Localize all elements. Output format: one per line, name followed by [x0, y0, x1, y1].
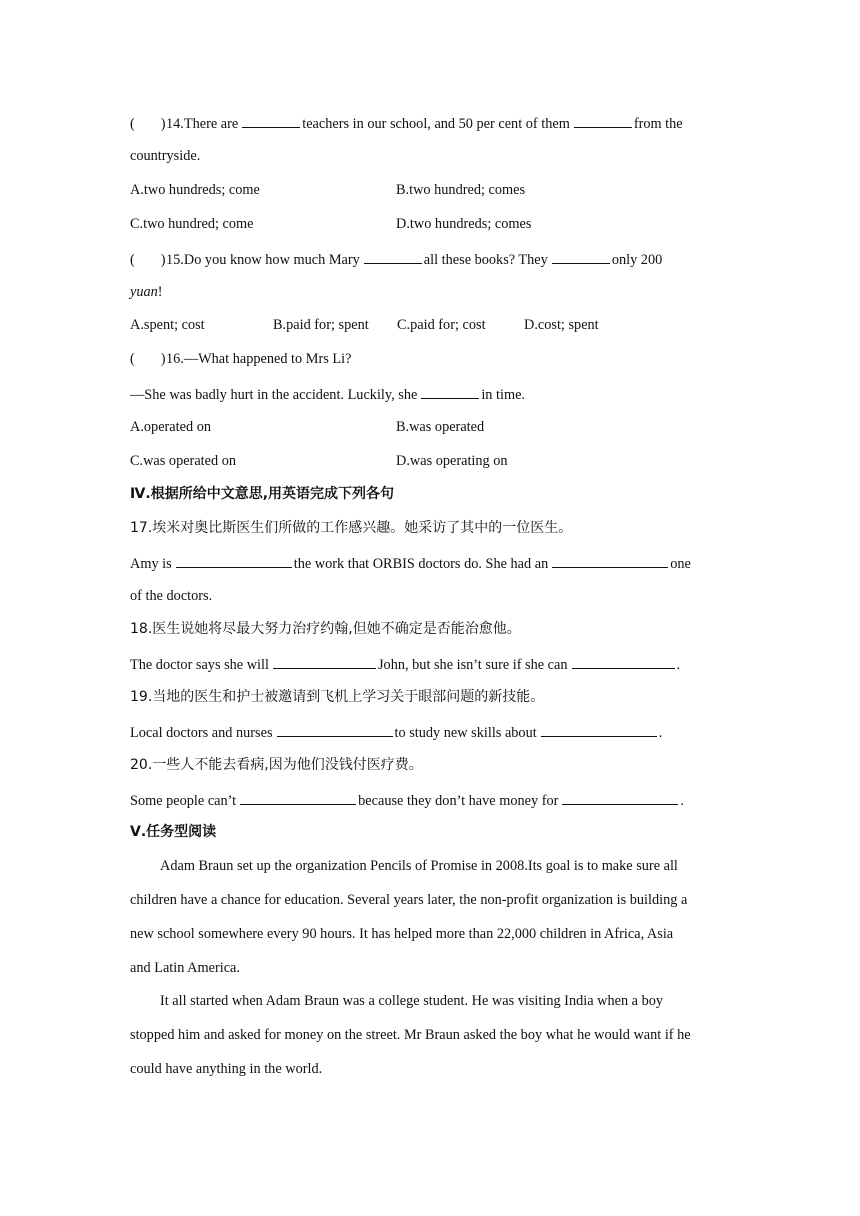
- passage-line: Adam Braun set up the organization Pencils of Promise in 2008.Its goal is to make sure all: [160, 858, 678, 874]
- blank[interactable]: [541, 722, 657, 737]
- blank[interactable]: [562, 790, 678, 805]
- q16-stem-cont: —She was badly hurt in the accident. Luckily, she in time.: [130, 384, 525, 404]
- option-d[interactable]: D.cost; spent: [524, 317, 599, 333]
- q18-answer-line: The doctor says she will John, but she isn’t sure if she can .: [130, 654, 680, 674]
- blank[interactable]: [364, 249, 422, 264]
- q14-stem: ( )14.There are teachers in our school, and 50 per cent of them from the: [130, 113, 683, 133]
- q15-options: [130, 316, 599, 334]
- answer-bracket[interactable]: ( ): [130, 351, 166, 367]
- answer-bracket[interactable]: ( ): [130, 116, 166, 132]
- option-c[interactable]: C.two hundred; come: [130, 216, 254, 232]
- blank[interactable]: [421, 384, 479, 399]
- option-c[interactable]: C.paid for; cost: [397, 317, 486, 333]
- q19-answer-line: Local doctors and nurses to study new skills about .: [130, 722, 662, 742]
- q17-answer-cont: of the doctors.: [130, 588, 213, 604]
- option-b[interactable]: B.was operated: [396, 419, 485, 435]
- option-d[interactable]: D.was operating on: [396, 453, 508, 469]
- passage-line: could have anything in the world.: [130, 1061, 323, 1077]
- passage-line: stopped him and asked for money on the street. Mr Braun asked the boy what he would want if he: [130, 1027, 691, 1043]
- passage-line: children have a chance for education. Several years later, the non-profit organization is building a: [130, 892, 688, 908]
- section-heading: Ⅴ.任务型阅读: [130, 824, 217, 840]
- option-d[interactable]: D.two hundreds; comes: [396, 216, 532, 232]
- option-b[interactable]: B.paid for; spent: [273, 317, 369, 333]
- q20-answer-line: Some people can’t because they don’t have money for .: [130, 790, 684, 810]
- option-b[interactable]: B.two hundred; comes: [396, 182, 526, 198]
- q14-stem-cont: countryside.: [130, 148, 201, 164]
- q18-chinese: 18.医生说她将尽最大努力治疗约翰,但她不确定是否能治愈他。: [130, 621, 521, 637]
- blank[interactable]: [552, 249, 610, 264]
- q14-options-row2: [130, 215, 532, 233]
- option-a[interactable]: A.operated on: [130, 419, 211, 435]
- blank[interactable]: [273, 654, 376, 669]
- q20-chinese: 20.一些人不能去看病,因为他们没钱付医疗费。: [130, 757, 423, 773]
- q16-options-row2: [130, 452, 508, 470]
- option-c[interactable]: C.was operated on: [130, 453, 237, 469]
- q16-stem: ( )16.—What happened to Mrs Li?: [130, 351, 352, 367]
- option-a[interactable]: A.spent; cost: [130, 317, 205, 333]
- passage-line: new school somewhere every 90 hours. It has helped more than 22,000 children in Africa, Asia: [130, 926, 674, 942]
- blank[interactable]: [552, 553, 668, 568]
- blank[interactable]: [574, 113, 632, 128]
- answer-bracket[interactable]: ( ): [130, 252, 166, 268]
- q17-chinese: 17.埃米对奥比斯医生们所做的工作感兴趣。她采访了其中的一位医生。: [130, 520, 573, 536]
- passage-line: and Latin America.: [130, 960, 240, 976]
- blank[interactable]: [277, 722, 393, 737]
- q15-stem: ( )15.Do you know how much Mary all these books? They only 200: [130, 249, 662, 269]
- blank[interactable]: [176, 553, 292, 568]
- passage-line: It all started when Adam Braun was a college student. He was visiting India when a boy: [160, 993, 664, 1009]
- section-heading: Ⅳ.根据所给中文意思,用英语完成下列各句: [130, 486, 395, 502]
- q16-options-row1: [130, 418, 485, 436]
- blank[interactable]: [240, 790, 356, 805]
- q15-stem-cont: yuan!: [130, 284, 163, 300]
- q17-answer-line: Amy is the work that ORBIS doctors do. She had an one: [130, 553, 691, 573]
- q14-options-row1: [130, 181, 526, 199]
- option-a[interactable]: A.two hundreds; come: [130, 182, 260, 198]
- blank[interactable]: [572, 654, 675, 669]
- q19-chinese: 19.当地的医生和护士被邀请到飞机上学习关于眼部问题的新技能。: [130, 689, 545, 705]
- blank[interactable]: [242, 113, 300, 128]
